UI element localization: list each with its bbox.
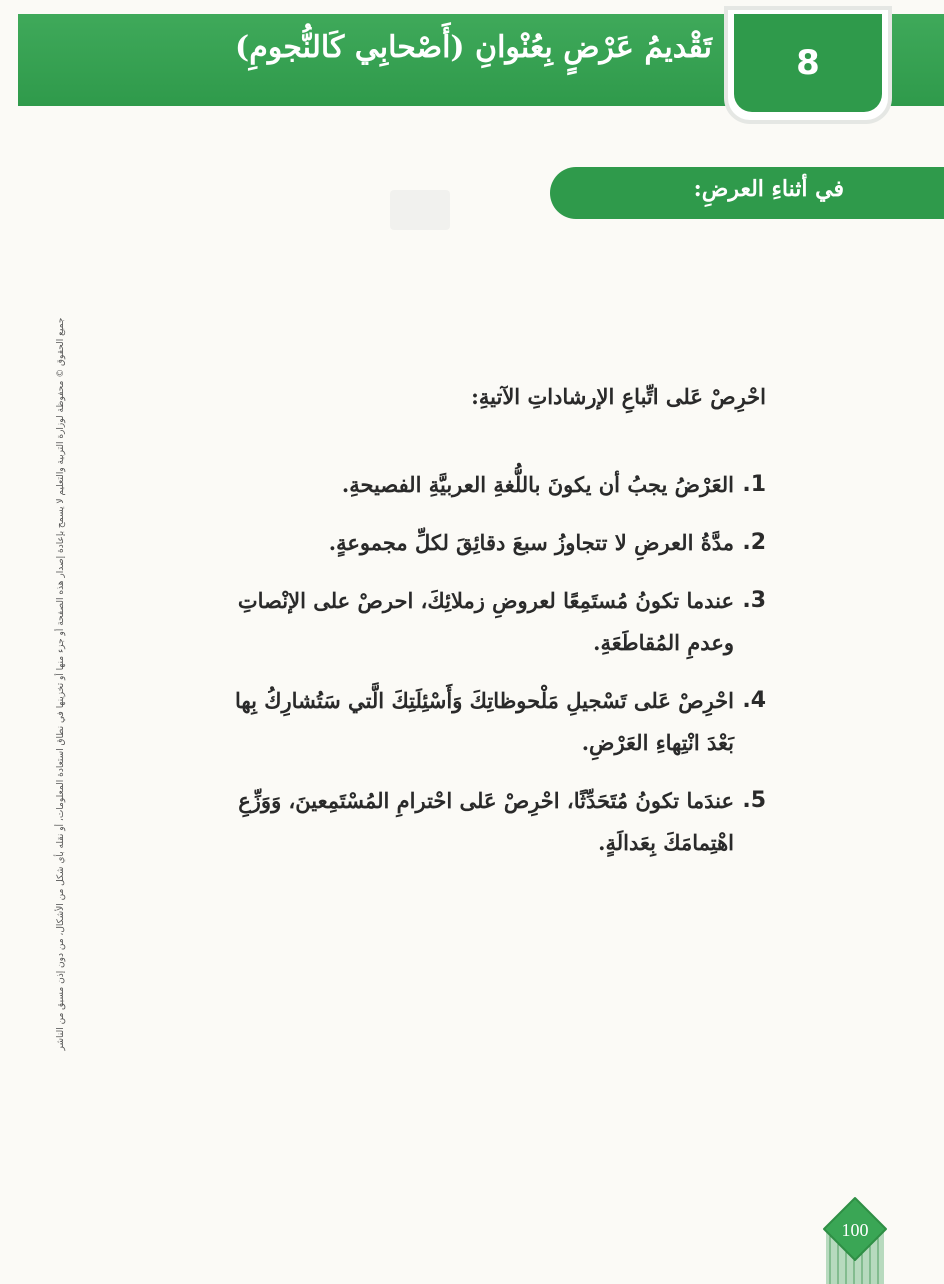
instruction-number: 1. [742,472,766,497]
lesson-number-box [734,14,882,112]
instruction-number: 5. [742,788,766,813]
instructions-list [226,464,766,880]
lesson-number: 8 [796,43,820,83]
instruction-number: 4. [742,688,766,713]
copyright-note: جميع الحقوق © محفوظة لوزارة التربية والتعليم لا يسمح بإعادة إصدار هذه الصفحة أو جزء منها أو تخزينها في نطاق استعادة المعلومات، أو نقله بأي شكل من الأشكال، من دون إذن مسبق من الناشر [56,317,66,1051]
instruction-item [226,464,766,506]
instruction-number: 3. [742,588,766,613]
lesson-title: تَقْديمُ عَرْضٍ بِعُنْوانِ (أَصْحابِي كَالنُّجومِ) [235,30,712,65]
instruction-number: 2. [742,530,766,555]
instruction-text: احْرِصْ عَلى تَسْجيلِ مَلْحوظاتِكَ وَأَسْئِلَتِكَ الَّتي سَتُشارِكُ بِها بَعْدَ انْتِهاءِ العَرْضِ. [235,688,734,755]
instruction-item [226,680,766,764]
section-heading: في أثناءِ العرضِ: [693,176,844,202]
instruction-item [226,522,766,564]
instruction-text: مدَّةُ العرضِ لا تتجاوزُ سبعَ دقائِقَ لكلِّ مجموعةٍ. [328,530,734,555]
instruction-item [226,780,766,864]
paper-smudge [390,190,450,230]
instructions-intro: احْرِصْ عَلى اتِّباعِ الإرشاداتِ الآتيةِ: [471,384,766,409]
page-number: 100 [841,1220,869,1240]
instruction-item [226,580,766,664]
instruction-text: عندما تكونُ مُستَمِعًا لعروضِ زملائِكَ، احرصْ على الإنْصاتِ وعدمِ المُقاطَعَةِ. [237,588,734,655]
instruction-text: العَرْضُ يجبُ أن يكونَ باللُّغةِ العربيَّةِ الفصيحةِ. [341,472,734,497]
page-number-badge [820,1196,890,1284]
instruction-text: عندَما تكونُ مُتَحَدِّثًا، احْرِصْ عَلى احْترامِ المُسْتَمِعينَ، وَوَزِّعِ اهْتِمامَكَ بِعَدالَةٍ. [238,788,734,855]
